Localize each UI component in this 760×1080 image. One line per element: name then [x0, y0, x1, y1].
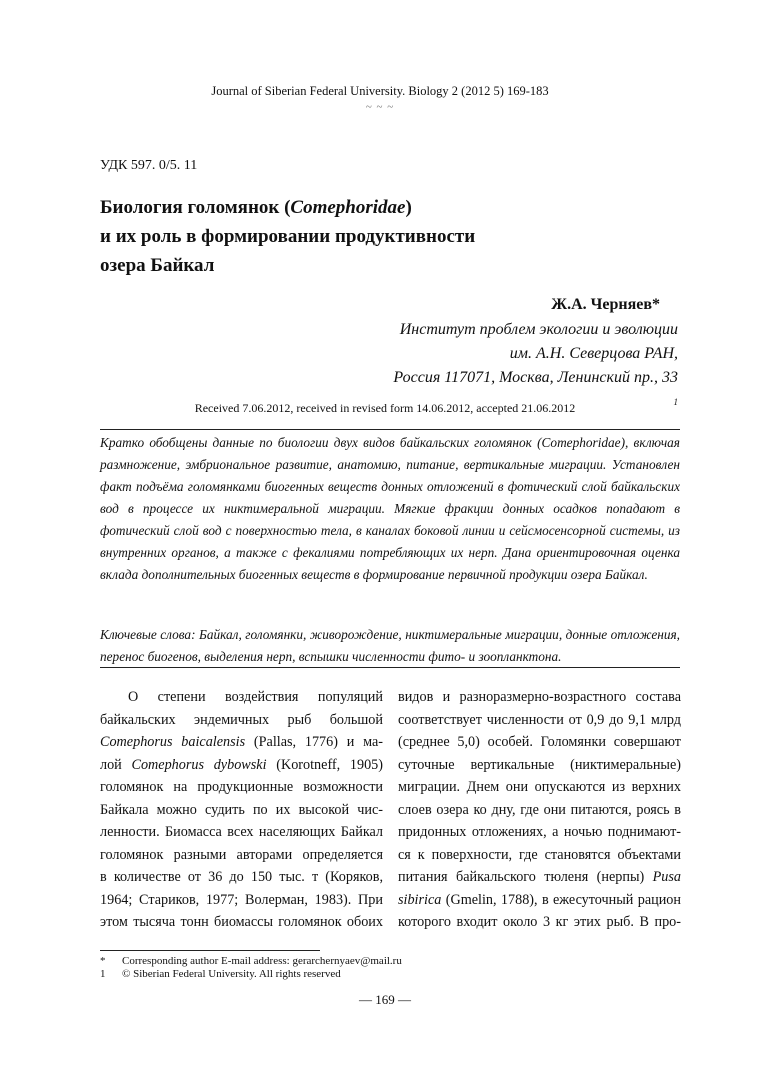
body-line: в количестве от 36 до 150 тыс. т (Коряков, — [100, 869, 383, 885]
body-line: миграции. Днем они опускаются из верхних — [398, 779, 681, 795]
body-line: лой Comephorus dybowski (Korotneff, 1905) — [100, 756, 383, 773]
body-line: этом тысяча тонн биомассы голомянок обоих — [100, 914, 383, 930]
body-line: которого входит около 3 кг этих рыб. В про- — [398, 914, 681, 930]
body-line: слоев озера ко дну, где они питаются, роясь в — [398, 801, 681, 818]
body-column-left — [100, 686, 383, 934]
title-line-2: и их роль в формировании продуктивности — [100, 226, 476, 247]
udk-code: УДК 597. 0/5. 11 — [100, 158, 198, 173]
footnote-copyright: 1 © Siberian Federal University. All rights reserved — [100, 968, 341, 980]
body-line: (среднее 5,0) особей. Голомянки совершают — [398, 734, 681, 750]
author-affiliation: Институт проблем экологии и эволюции им. А.Н. Северцова РАН, Россия 117071, Москва, Ленинский пр., 33 $^1$ — [393, 321, 678, 407]
body-line: придонных отложениях, а ночью поднимают- — [398, 824, 681, 840]
body-line: голомянок на продукционные возможности — [100, 779, 383, 795]
body-line: ленности. Биомасса всех населяющих Байкал — [100, 824, 383, 840]
abstract: Кратко обобщены данные по биологии двух видов байкальских голомянок (Comephoridae), включая размножение, эмбриональное развитие, анатомию, питание, вертикальные миграции. Установлен факт подъёма голомянками биогенных веществ донных отложений в фотический слой байкальских вод в процессе их никтимеральной миграции. Мягкие фракции донных осадков попадают в фотический слой вод с поверхностью тела, в каналах боковой линии и сейсмосенсорной системы, из внутренних органов, а также с фекалиями потребляющих их нерп. Дана ориентировочная оценка вклада дополнительных биогенных веществ в формирование первичной продукции озера Байкал. — [100, 435, 680, 582]
title-line-3: озера Байкал — [100, 255, 215, 276]
body-column-right — [398, 686, 681, 934]
journal-header: Journal of Siberian Federal University. Biology 2 (2012 5) 169-183 — [211, 84, 549, 98]
body-line: питания байкальского тюленя (нерпы) Pusa — [398, 869, 681, 885]
footnote-rule — [100, 950, 320, 951]
author-name: Ж.А. Черняев* — [551, 296, 660, 313]
article-title — [100, 193, 620, 280]
body-line: Comephorus baicalensis (Pallas, 1776) и ма- — [100, 734, 383, 750]
body-line: суточные вертикальные (никтимеральные) — [398, 756, 681, 773]
footnote-corresponding: * Corresponding author E-mail address: gerarchernyaev@mail.ru — [100, 955, 402, 967]
received-dates: Received 7.06.2012, received in revised form 14.06.2012, accepted 21.06.2012 — [194, 401, 576, 415]
keywords: Ключевые слова: Байкал, голомянки, живорождение, никтимеральные миграции, донные отложения, перенос биогенов, выделения нерп, вспышки численности фито- и зоопланктона. — [100, 627, 680, 664]
body-line: ся к поверхности, где становятся объектами — [398, 846, 681, 863]
body-line: 1964; Стариков, 1977; Волерман, 1983). При — [100, 891, 383, 908]
body-line: соответствует численности от 0,9 до 9,1 млрд — [398, 711, 681, 728]
body-line: видов и разноразмерно-возрастного состава — [398, 689, 681, 705]
body-line: Байкала можно судить по их высокой чис- — [100, 801, 383, 818]
abstract-top-rule — [100, 429, 680, 430]
body-line: О степени воздействия популяций — [128, 689, 383, 705]
keywords-bottom-rule — [100, 667, 680, 668]
body-line: голомянок разными авторами определяется — [100, 846, 383, 863]
header-ornament: ~ ~ ~ — [365, 101, 395, 113]
page-number: — 169 — — [359, 992, 411, 1007]
body-line: sibirica (Gmelin, 1788), в ежесуточный рацион — [398, 891, 681, 908]
title-line-1: Биология голомянок (Comephoridae) — [100, 197, 412, 218]
body-line: байкальских эндемичных рыб большой — [100, 711, 383, 728]
